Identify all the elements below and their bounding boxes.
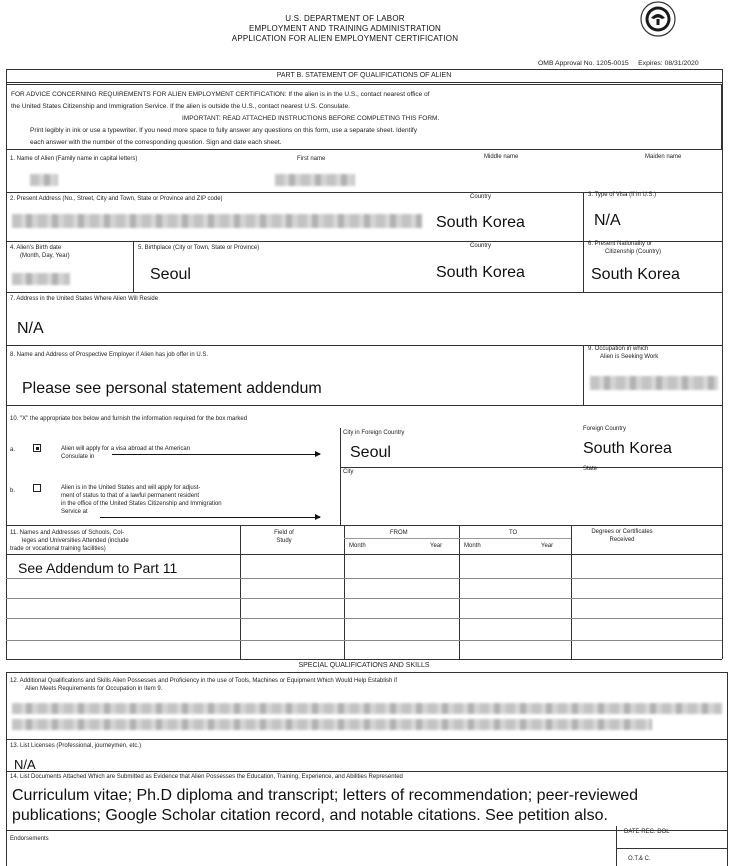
header-line-3: APPLICATION FOR ALIEN EMPLOYMENT CERTIFICATION bbox=[231, 34, 459, 43]
from-label: FROM bbox=[390, 530, 408, 536]
f12-label-b: Alien Meets Requirements for Occupation in Item 9. bbox=[25, 686, 163, 692]
advice-important: IMPORTANT: READ ATTACHED INSTRUCTIONS BEFORE COMPLETING THIS FORM. bbox=[182, 115, 440, 122]
f8-label: 8. Name and Address of Prospective Employer if Alien has job offer in U.S. bbox=[10, 352, 208, 358]
schools-row-1: See Addendum to Part 11 bbox=[18, 560, 178, 576]
f8-value: Please see personal statement addendum bbox=[22, 380, 322, 397]
f2-country-value: South Korea bbox=[436, 214, 525, 231]
f14-label: 14. List Documents Attached Which are Submitted as Evidence that Alien Possesses the Education, Training, Experience, and Abilities Represented bbox=[10, 774, 403, 780]
f6-label-a: 6. Present Nationality or bbox=[588, 241, 653, 247]
date-rec-dol-label: DATE REC. DOL bbox=[624, 829, 670, 835]
f9-label-a: 9. Occupation in which bbox=[588, 346, 649, 352]
f10-country-value: South Korea bbox=[583, 440, 672, 457]
advice-print-2: each answer with the number of the corresponding question. Sign and date each sheet. bbox=[30, 139, 282, 146]
f11-label-a: 11. Names and Addresses of Schools, Col- bbox=[10, 530, 124, 536]
f5-country-value: South Korea bbox=[436, 264, 525, 281]
f7-label: 7. Address in the United States Where Alien Will Reside bbox=[10, 296, 159, 302]
f7-value: N/A bbox=[17, 320, 44, 337]
advice-line-2: the United States Citizenship and Immigration Service. If the alien is outside the U.S., contact nearest U.S. Consulate. bbox=[11, 103, 350, 110]
f3-value: N/A bbox=[594, 212, 621, 229]
from-year-label: Year bbox=[430, 543, 443, 549]
f1-label: 1. Name of Alien (Family name in capital letters) bbox=[10, 156, 138, 162]
f14-line-1: Curriculum vitae; Ph.D diploma and transcript; letters of recommendation; peer-reviewed bbox=[12, 787, 639, 804]
f10b-letter: b. bbox=[10, 488, 16, 494]
otc-label: O.T.& C. bbox=[628, 856, 651, 862]
degrees-label: Degrees or Certificates Received bbox=[591, 529, 653, 543]
f10a-checkbox[interactable] bbox=[33, 444, 41, 452]
f10-label: 10. "X" the appropriate box below and furnish the information required for the box marked bbox=[10, 416, 248, 422]
advice-print-1: Print legibly in ink or use a typewriter. If you need more space to fully answer any questions on this form, use a separate sheet. Identify bbox=[30, 127, 417, 134]
f10b-text-b: ment of status to that of a lawful permanent resident bbox=[61, 493, 200, 499]
dol-seal-icon bbox=[638, 0, 678, 45]
to-label: TO bbox=[509, 530, 518, 536]
f5-value: Seoul bbox=[150, 266, 191, 283]
f5-country-label: Country bbox=[470, 243, 492, 249]
f10a-arrow-icon bbox=[112, 454, 320, 455]
f9-label-b: Alien is Seeking Work bbox=[600, 354, 659, 360]
from-month-label: Month bbox=[349, 543, 366, 549]
f10-city-value: Seoul bbox=[350, 444, 391, 461]
f2-country-label: Country bbox=[470, 194, 492, 200]
to-year-label: Year bbox=[541, 543, 554, 549]
endorsements-label: Endorsements bbox=[10, 836, 49, 842]
f14-line-2: publications; Google Scholar citation record, and notable citations. See petition also. bbox=[12, 807, 608, 824]
f10b-text-a: Alien is in the United States and will apply for adjust- bbox=[61, 485, 201, 491]
f5-label: 5. Birthplace (City or Town, State or Province) bbox=[138, 245, 260, 251]
middle-name-label: Middle name bbox=[484, 154, 519, 160]
f12-label-a: 12. Additional Qualifications and Skills Alien Possesses and Proficiency in the use of Tools, Machines or Equipment Which Would Help Establish if bbox=[10, 678, 397, 684]
first-name-label: First name bbox=[297, 156, 326, 162]
f6-label-b: Citizenship (Country) bbox=[605, 249, 662, 255]
f11-label-b: leges and Universities Attended (include bbox=[22, 538, 129, 544]
f6-value: South Korea bbox=[591, 266, 680, 283]
maiden-name-label: Maiden name bbox=[645, 154, 682, 160]
header-line-1: U.S. DEPARTMENT OF LABOR bbox=[285, 14, 405, 23]
redacted-birthdate bbox=[12, 273, 70, 285]
redacted-occupation bbox=[590, 376, 718, 390]
to-month-label: Month bbox=[464, 543, 481, 549]
f13-label: 13. List Licenses (Professional, journeymen, etc.) bbox=[10, 743, 142, 749]
f10b-checkbox[interactable] bbox=[33, 484, 41, 492]
f10-country-label: Foreign Country bbox=[583, 426, 627, 432]
f13-value: N/A bbox=[14, 757, 36, 772]
f4-label-b: (Month, Day, Year) bbox=[20, 253, 70, 259]
f3-label: 3. Type of Visa (If in U.S.) bbox=[588, 192, 657, 198]
f10-city-label: City in Foreign Country bbox=[343, 430, 405, 436]
f2-label: 2. Present Address (No., Street, City and Town, State or Province and ZIP code) bbox=[10, 196, 223, 202]
redacted-qualifications-1 bbox=[12, 703, 722, 714]
f10b-arrow-icon bbox=[100, 517, 320, 518]
f10a-text-a: Alien will apply for a visa abroad at the American bbox=[61, 446, 191, 452]
f10b-text-d: Service at bbox=[61, 509, 88, 515]
f4-label-a: 4. Alien's Birth date bbox=[10, 245, 62, 251]
header-line-2: EMPLOYMENT AND TRAINING ADMINISTRATION bbox=[248, 24, 442, 33]
omb-approval: OMB Approval No. 1205-0015 Expires: 08/31/2020 bbox=[538, 60, 699, 67]
field-of-study-label: Field of Study bbox=[274, 530, 294, 544]
redacted-address bbox=[12, 214, 422, 228]
part-title: PART B. STATEMENT OF QUALIFICATIONS OF ALIEN bbox=[276, 72, 452, 79]
redacted-first-name bbox=[275, 174, 355, 186]
agency-header bbox=[210, 14, 480, 44]
redacted-qualifications-2 bbox=[12, 719, 652, 730]
f11-label-c: trade or vocational training facilities) bbox=[10, 546, 106, 552]
f10a-text-b: Consulate in bbox=[61, 454, 95, 460]
special-title: SPECIAL QUALIFICATIONS AND SKILLS bbox=[298, 662, 430, 669]
f10b-state-label: State bbox=[583, 466, 598, 472]
advice-line-1: FOR ADVICE CONCERNING REQUIREMENTS FOR ALIEN EMPLOYMENT CERTIFICATION: If the alien is in the U.S., contact nearest office of bbox=[11, 91, 430, 98]
f10a-letter: a. bbox=[10, 447, 16, 453]
redacted-family-name bbox=[30, 174, 58, 186]
f10b-text-c: in the office of the United States Citizenship and Immigration bbox=[61, 501, 222, 507]
f10b-city-label: City bbox=[343, 469, 354, 475]
